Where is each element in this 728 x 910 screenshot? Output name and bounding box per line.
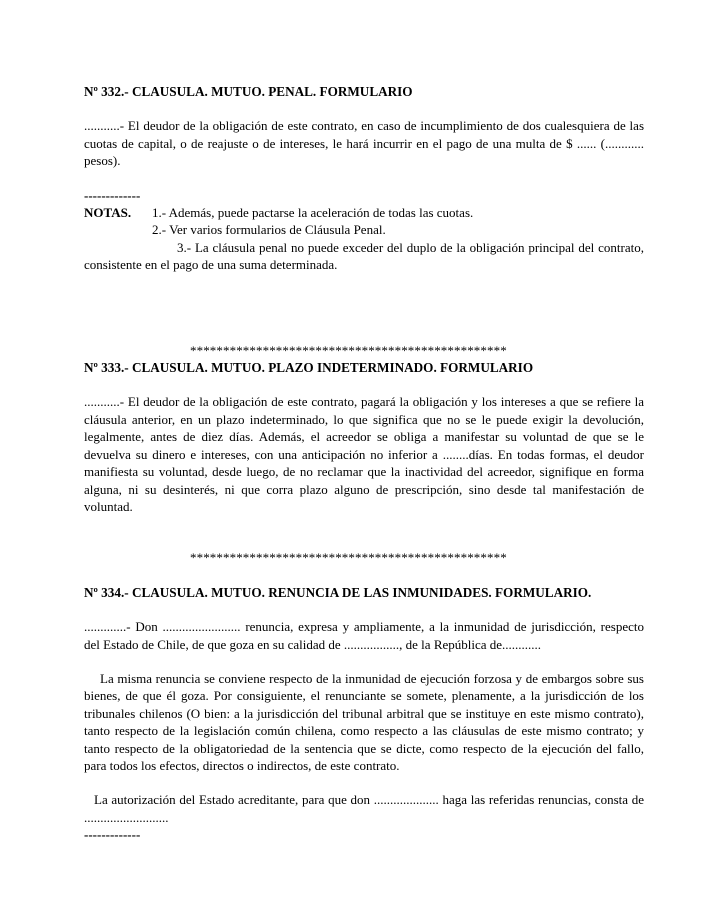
document-page	[84, 83, 644, 844]
section-divider-stars: ************************************************	[190, 550, 507, 566]
separator-dashes: -------------	[84, 827, 141, 843]
note-1: 1.- Además, puede pactarse la aceleración de todas las cuotas.	[152, 205, 474, 221]
section-body-333: ...........- El deudor de la obligación de este contrato, pagará la obligación y los intereses a que se refiere la cláusula anterior, en un plazo indeterminado, lo que significa que no se le puede exigir la devolución, legalmente, antes de diez días. Además, el acreedor se obliga a manifestar su voluntad de que se le devuelva su dinero e intereses, con una anticipación no inferior a ........días. En todas formas, el deudor manifiesta su voluntad, desde luego, de no reclamar que la inactividad del acreedor, signifique en forma alguna, ni su desinterés, ni que corra plazo alguno de prescripción, sino desde tal manifestación de voluntad.	[84, 394, 644, 514]
note-3: 3.- La cláusula penal no puede exceder del duplo de la obligación principal del contrato, consistente en el pago de una suma determinada.	[84, 239, 644, 273]
section-body-332: ...........- El deudor de la obligación de este contrato, en caso de incumplimiento de dos cualesquiera de las cuotas de capital, o de reajuste o de intereses, le hará incurrir en el pago de una multa de $ ...... (............ pesos).	[84, 118, 644, 169]
section-title-333: Nº 333.- CLAUSULA. MUTUO. PLAZO INDETERMINADO. FORMULARIO	[84, 360, 534, 376]
section-body-334-1: .............- Don ........................ renuncia, expresa y ampliamente, a la inmunidad de jurisdicción, respecto del Estado de Chile, de que goza en su calidad de ................., de la República de............	[84, 619, 644, 652]
section-body-334-2: La misma renuncia se conviene respecto de la inmunidad de ejecución forzosa y de embargos sobre sus bienes, de que él goza. Por consiguiente, el renunciante se somete, plenamente, a la jurisdicción de los tribunales chilenos (O bien: a la jurisdicción del tribunal arbitral que se instituye en este mismo contrato), tanto respecto de la legislación común chilena, como respecto a las cláusulas de este mismo contrato; y tanto respecto de la obligatoriedad de la sentencia que se dicte, como respecto de la ejecución del fallo, para todos los efectos, directos o indirectos, de este contrato.	[84, 670, 644, 773]
section-title-332: Nº 332.- CLAUSULA. MUTUO. PENAL. FORMULARIO	[84, 84, 413, 99]
section-body-334-3: La autorización del Estado acreditante, para que don .................... haga las referidas renuncias, consta de ..........................	[84, 792, 644, 825]
separator-dashes: -------------	[84, 187, 141, 203]
section-title-334: Nº 334.- CLAUSULA. MUTUO. RENUNCIA DE LAS INMUNIDADES. FORMULARIO.	[84, 584, 592, 600]
notes-block	[84, 204, 644, 274]
section-divider-stars: ************************************************	[190, 342, 507, 358]
note-2: 2.- Ver varios formularios de Cláusula Penal.	[152, 222, 386, 238]
notes-label: NOTAS.	[84, 205, 132, 221]
